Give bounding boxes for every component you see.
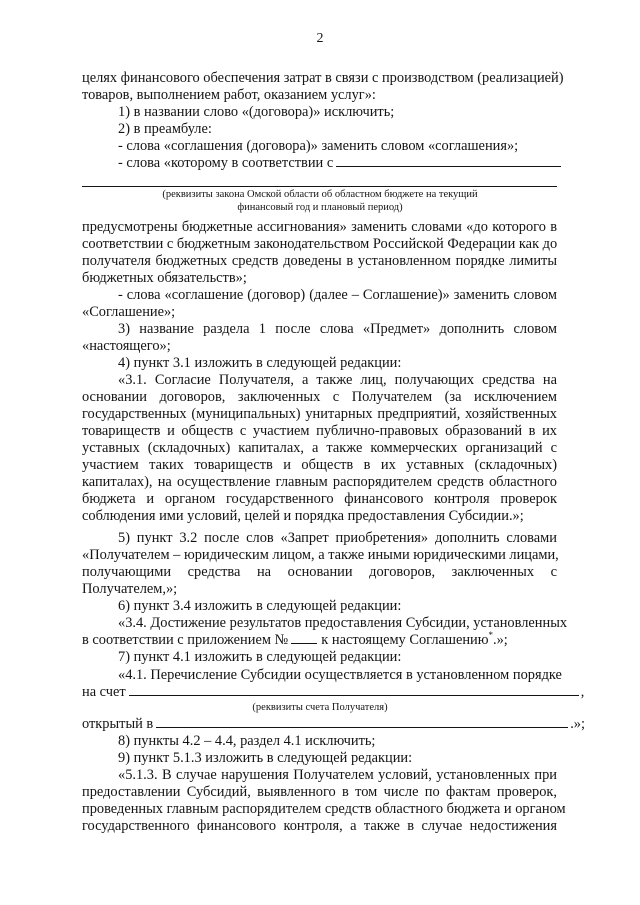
text-segment: на счет bbox=[82, 684, 126, 700]
text-segment: , bbox=[580, 684, 585, 700]
text-line: «настоящего»; bbox=[82, 338, 171, 354]
text-line: бюджетных обязательств»; bbox=[82, 270, 247, 286]
text-line bbox=[82, 716, 640, 733]
text-line: 2) в преамбуле: bbox=[118, 121, 212, 137]
text-line: проведенных главным распорядителем средств областного бюджета и органом bbox=[82, 801, 566, 817]
account-details-label: (реквизиты счета Получателя) bbox=[252, 702, 388, 713]
fill-in-blank bbox=[336, 165, 561, 167]
text-segment: открытый в bbox=[82, 716, 154, 732]
text-line: товариществ и обществ с участием публично-правовых образований в их bbox=[82, 423, 557, 439]
text-line: получающими средства на основании договоров, заключенных с bbox=[82, 564, 557, 580]
text-line: соблюдения ими условий, целей и порядка предоставления Субсидии.»; bbox=[82, 508, 524, 524]
text-line bbox=[82, 632, 640, 649]
text-line: «5.1.3. В случае нарушения Получателем условий, установленных при bbox=[118, 767, 557, 783]
text-line: 1) в названии слово «(договора)» исключить; bbox=[118, 104, 395, 120]
law-details-label: (реквизиты закона Омской области об областном бюджете на текущий bbox=[162, 189, 478, 200]
text-line: предоставлении Субсидий, выявленного в том числе по фактам проверок, bbox=[82, 784, 557, 800]
text-line: получателя бюджетных средств доведены в установленном порядке лимиты bbox=[82, 253, 557, 269]
text-line: основании договоров, заключенных с Получателем (за исключением bbox=[82, 389, 557, 405]
footnote-mark: * bbox=[488, 630, 494, 641]
fill-in-blank bbox=[129, 694, 579, 696]
text-line: 7) пункт 4.1 изложить в следующей редакции: bbox=[118, 649, 402, 665]
law-details-label: финансовый год и плановый период) bbox=[237, 202, 403, 213]
text-line: «Получателем – юридическим лицом, а также иными юридическими лицами, bbox=[82, 547, 559, 563]
text-line: «Соглашение»; bbox=[82, 304, 176, 320]
text-line: Получателем,»; bbox=[82, 581, 178, 597]
fill-in-blank bbox=[291, 642, 317, 644]
text-line: уставных (складочных) капиталах, а также коммерческих организаций с bbox=[82, 440, 557, 456]
text-segment: в соответствии с приложением № bbox=[82, 632, 289, 648]
text-segment: .»; bbox=[570, 716, 585, 732]
fill-in-blank bbox=[156, 726, 568, 728]
text-line: соответствии с бюджетным законодательством Российской Федерации как до bbox=[82, 236, 558, 252]
text-segment: - слова «которому в соответствии с bbox=[118, 155, 334, 171]
text-line: участием таких товариществ и обществ в их уставных (складочных) bbox=[82, 457, 557, 473]
text-line: государственного финансового контроля, а также в случае недостижения bbox=[82, 818, 557, 834]
text-line: «4.1. Перечисление Субсидии осуществляется в установленном порядке bbox=[118, 667, 562, 683]
text-line: 8) пункты 4.2 – 4.4, раздел 4.1 исключить; bbox=[118, 733, 376, 749]
text-line: 5) пункт 3.2 после слов «Запрет приобретения» дополнить словами bbox=[118, 530, 557, 546]
text-line: целях финансового обеспечения затрат в связи с производством (реализацией) bbox=[82, 70, 564, 86]
text-line bbox=[82, 684, 640, 701]
text-line: - слова «соглашение (договор) (далее – Соглашение)» заменить словом bbox=[118, 287, 557, 303]
text-line: 3) название раздела 1 после слова «Предмет» дополнить словом bbox=[118, 321, 557, 337]
text-segment: .»; bbox=[493, 632, 508, 648]
text-line: 6) пункт 3.4 изложить в следующей редакции: bbox=[118, 598, 402, 614]
page-number: 2 bbox=[316, 31, 324, 46]
text-line: товаров, выполнением работ, оказанием услуг»: bbox=[82, 87, 376, 103]
text-line: предусмотрены бюджетные ассигнования» заменить словами «до которого в bbox=[82, 219, 557, 235]
text-line: «3.4. Достижение результатов предоставления Субсидии, установленных bbox=[118, 615, 568, 631]
text-line: - слова «соглашения (договора)» заменить словом «соглашения»; bbox=[118, 138, 519, 154]
fill-in-rule bbox=[82, 186, 557, 187]
text-line: «3.1. Согласие Получателя, а также лиц, получающих средства на bbox=[118, 372, 557, 388]
text-line: бюджета и органом государственного финансового контроля проверок bbox=[82, 491, 557, 507]
text-line: капиталах), на осуществление главным распорядителем средств областного bbox=[82, 474, 557, 490]
text-segment: к настоящему Соглашению bbox=[321, 632, 489, 648]
text-line bbox=[118, 155, 640, 172]
text-line: 9) пункт 5.1.3 изложить в следующей редакции: bbox=[118, 750, 413, 766]
text-line: 4) пункт 3.1 изложить в следующей редакции: bbox=[118, 355, 402, 371]
text-line: государственных (муниципальных) унитарных предприятий, хозяйственных bbox=[82, 406, 557, 422]
